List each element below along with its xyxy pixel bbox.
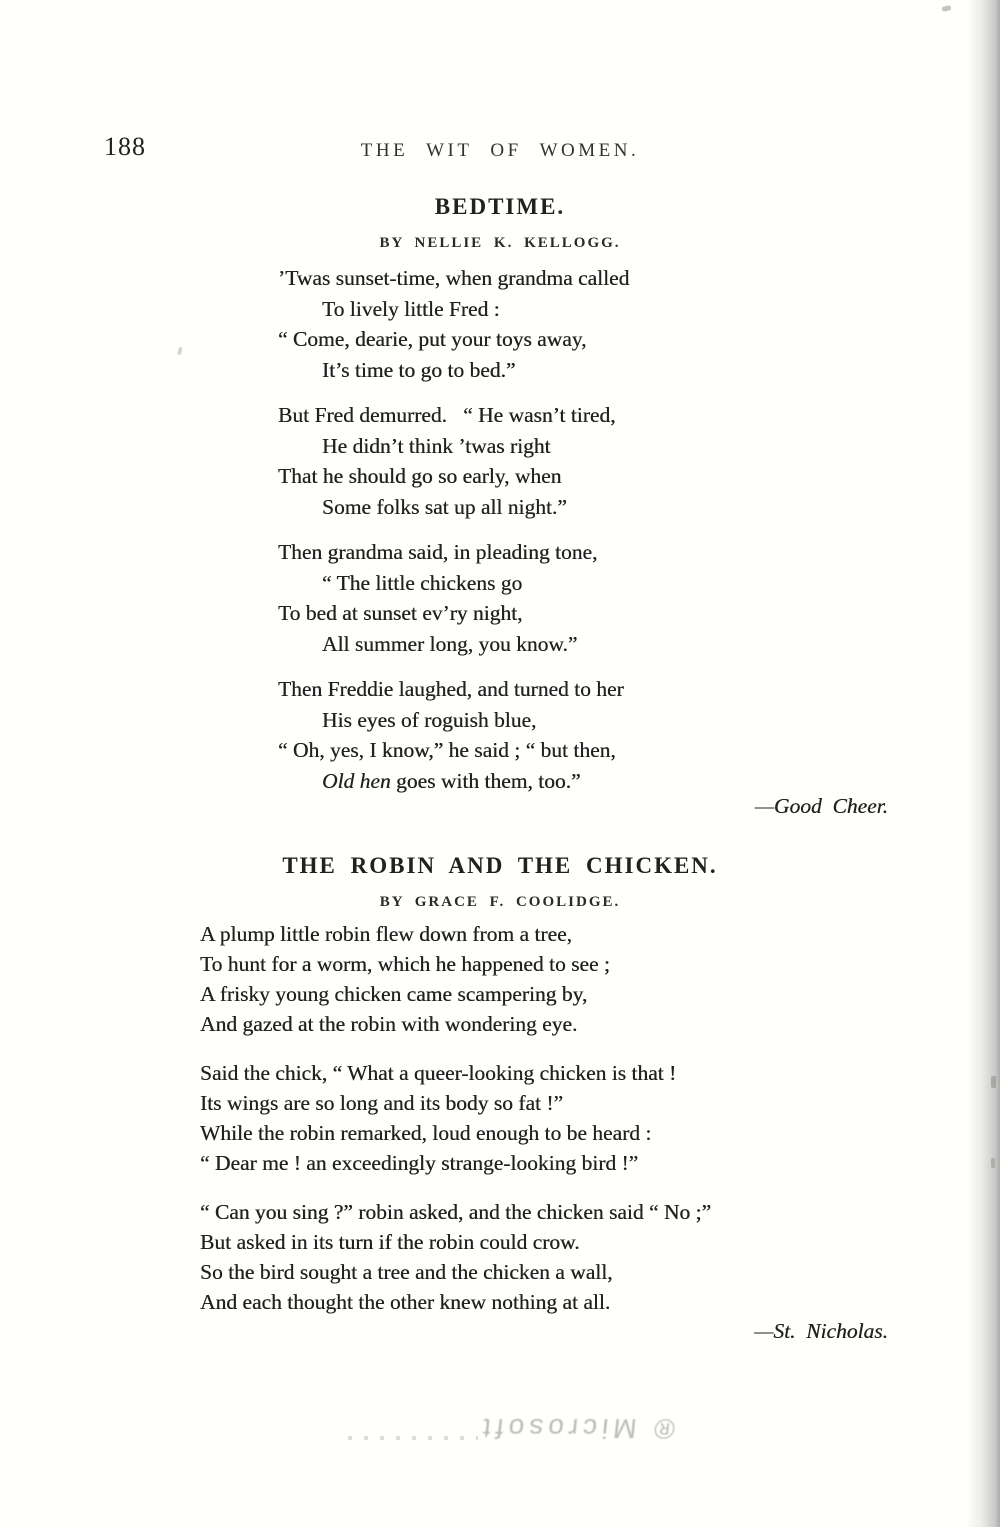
poem-line: But Fred demurred. “ He wasn’t tired, — [278, 403, 616, 427]
poem-line: Then Freddie laughed, and turned to her — [278, 677, 624, 701]
poem-line: That he should go so early, when — [278, 464, 562, 488]
poem-line: To bed at sunset ev’ry night, — [278, 601, 523, 625]
running-title: THE WIT OF WOMEN. — [360, 140, 640, 161]
poem-line: A plump little robin flew down from a tree, — [200, 922, 572, 946]
poem-line: Its wings are so long and its body so fat !” — [200, 1091, 564, 1115]
poem-attribution-good-cheer: —Good Cheer. — [754, 794, 888, 818]
poem-line: “ Oh, yes, I know,” he said ; “ but then, — [278, 738, 616, 762]
poem-line: But asked in its turn if the robin could crow. — [200, 1230, 580, 1254]
poem-line: All summer long, you know.” — [322, 631, 578, 656]
stanza — [278, 537, 629, 659]
scan-speck — [177, 347, 183, 356]
stanza — [278, 674, 629, 796]
poem-line: And gazed at the robin with wondering eye. — [200, 1012, 578, 1036]
italic-phrase-old-hen: Old hen — [322, 768, 391, 793]
poem-line: So the bird sought a tree and the chicken a wall, — [200, 1260, 613, 1284]
poem-line: His eyes of roguish blue, — [322, 707, 537, 732]
page-edge-shadow — [966, 0, 1000, 1527]
poem-body-bedtime — [278, 263, 629, 811]
poem-line: And each thought the other knew nothing at all. — [200, 1290, 611, 1314]
poem-line: A frisky young chicken came scampering by, — [200, 982, 588, 1006]
poem-line: While the robin remarked, loud enough to be heard : — [200, 1121, 652, 1145]
poem-line: To lively little Fred : — [322, 296, 500, 321]
poem-line: “ Come, dearie, put your toys away, — [278, 327, 587, 351]
scan-speck — [942, 5, 952, 12]
poem-line: Some folks sat up all night.” — [322, 494, 567, 519]
poem-line: It’s time to go to bed.” — [322, 357, 516, 382]
scan-speck — [991, 1076, 996, 1088]
poem-title-bedtime: BEDTIME. — [434, 194, 566, 219]
poem-line: ’Twas sunset-time, when grandma called — [278, 266, 630, 290]
poem-line: “ The little chickens go — [322, 570, 523, 595]
page-number: 188 — [104, 132, 146, 161]
poem-title-robin-chicken: THE ROBIN AND THE CHICKEN. — [282, 853, 718, 878]
poem-line-with-italic — [278, 766, 629, 797]
stanza — [200, 1058, 711, 1178]
stanza — [278, 263, 629, 385]
poem-line: He didn’t think ’twas right — [322, 433, 551, 458]
stanza — [200, 919, 711, 1039]
microsoft-scan-watermark: ® Microsoft — [476, 1413, 677, 1444]
poem-line: To hunt for a worm, which he happened to see ; — [200, 952, 610, 976]
scan-smudge — [348, 1436, 478, 1440]
poem-line: “ Can you sing ?” robin asked, and the chicken said “ No ;” — [200, 1200, 712, 1224]
poem-byline-coolidge: BY GRACE F. COOLIDGE. — [379, 894, 621, 910]
poem-attribution-st-nicholas: —St. Nicholas. — [754, 1319, 888, 1343]
poem-body-robin-chicken — [200, 919, 711, 1336]
stanza — [278, 400, 629, 522]
scan-speck — [991, 1158, 995, 1168]
poem-line: Said the chick, “ What a queer-looking chicken is that ! — [200, 1061, 677, 1085]
poem-line-rest: goes with them, too.” — [390, 768, 581, 793]
poem-line: “ Dear me ! an exceedingly strange-looking bird !” — [200, 1151, 639, 1175]
poem-byline-kellogg: BY NELLIE K. KELLOGG. — [379, 235, 621, 251]
stanza — [200, 1197, 711, 1317]
poem-line: Then grandma said, in pleading tone, — [278, 540, 598, 564]
